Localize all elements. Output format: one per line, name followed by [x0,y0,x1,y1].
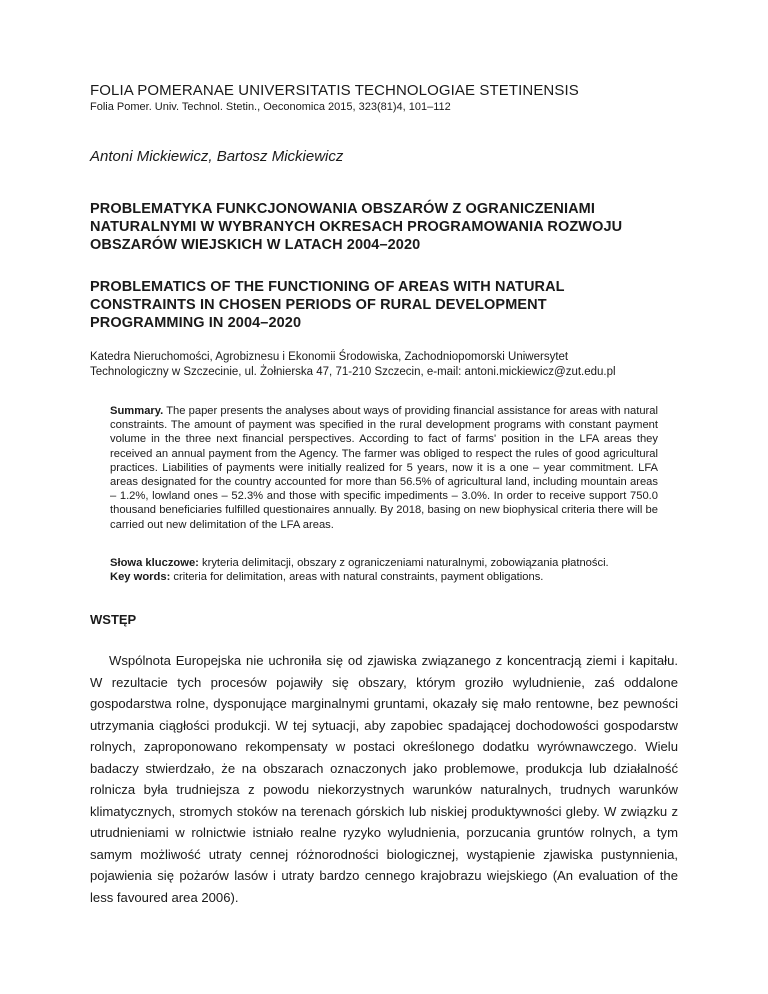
title-polish [90,200,622,254]
summary-text: The paper presents the analyses about ways of providing financial assistance for areas with natural constraints. The amount of payment was specified in the rural development programs with constant payment volume in the three next financial perspectives. According to fact of farms' position in the LFA areas they received an annual payment from the Agency. The farmer was obliged to respect the rules of good agricultural practices. Liabilities of payments were initially realized for 5 years, now it is a one – year commitment. LFA areas designated for the country accounted for more than 56.5% of agricultural land, including mountain areas – 1.2%, lowland ones – 52.3% and those with specific impediments – 3.0%. In order to receive support 750.0 thousand beneficiaries fulfilled questionaires annually. By 2018, basing on new biophysical criteria there will be carried out new delimitation of the LFA areas. [110,405,658,531]
journal-title: FOLIA POMERANAE UNIVERSITATIS TECHNOLOGIAE STETINENSIS [90,82,579,99]
affiliation-line: Technologiczny w Szczecinie, ul. Żołnierska 47, 71-210 Szczecin, e-mail: antoni.mickiewicz@zut.edu.pl [90,366,616,378]
title-polish-line: NATURALNYMI W WYBRANYCH OKRESACH PROGRAMOWANIA ROZWOJU [90,219,623,235]
title-english-line: CONSTRAINTS IN CHOSEN PERIODS OF RURAL DEVELOPMENT [90,297,547,313]
keywords-english [110,570,670,584]
title-english-line: PROBLEMATICS OF THE FUNCTIONING OF AREAS WITH NATURAL [90,279,565,295]
section-heading: WSTĘP [90,612,137,627]
keywords-polish-label: Słowa kluczowe: [110,557,199,569]
authors: Antoni Mickiewicz, Bartosz Mickiewicz [90,148,344,165]
summary-label: Summary. [110,405,164,417]
title-polish-line: PROBLEMATYKA FUNKCJONOWANIA OBSZARÓW Z OGRANICZENIAMI [90,201,595,217]
title-polish-line: OBSZARÓW WIEJSKICH W LATACH 2004–2020 [90,237,421,253]
keywords-english-text: criteria for delimitation, areas with natural constraints, payment obligations. [170,571,544,584]
keywords-block [110,556,670,584]
affiliation [90,350,616,380]
keywords-polish-text: kryteria delimitacji, obszary z ograniczeniami naturalnymi, zobowiązania płatności. [198,557,609,569]
intro-paragraph: Wspólnota Europejska nie uchroniła się od zjawiska związanego z koncentracją ziemi i kapitału. W rezultacie tych procesów pojawiły się obszary, którym groziło wyludnienie, zaś oddalone gospodarstwa rolne, dysponujące marginalnymi gruntami, okazały się mało rentowne, bez pewności utrzymania ciągłości produkcji. W tej sytuacji, aby zapobiec spadającej dochodowości gospodarstw rolnych, zaproponowano rekompensaty w postaci określonego dodatku wyrównawczego. Wielu badaczy stwierdzało, że na obszarach oznaczonych jako problemowe, produkcja lub działalność rolnicza była trudniejsza z powodu niekorzystnych warunków naturalnych, trudnych warunków klimatycznych, stromych stoków na terenach górskich lub niskiej produktywności gleby. W związku z utrudnieniami w rolnictwie istniało realne ryzyko wyludnienia, porzucania gruntów rolnych, a tym samym możliwość utraty cennej różnorodności biologicznej, wystąpienie zjawiska pustynnienia, pojawienia się pożarów lasów i utraty bardzo cennego krajobrazu wiejskiego (An evaluation of the less favoured area 2006). [90,653,678,905]
summary-abstract [110,404,658,532]
keywords-english-label: Key words: [110,571,171,584]
affiliation-line: Katedra Nieruchomości, Agrobiznesu i Ekonomii Środowiska, Zachodniopomorski Uniwersytet [90,351,569,363]
title-english [90,278,565,332]
title-english-line: PROGRAMMING IN 2004–2020 [90,315,302,331]
journal-citation: Folia Pomer. Univ. Technol. Stetin., Oeconomica 2015, 323(81)4, 101–112 [90,101,451,113]
keywords-polish [110,556,670,570]
